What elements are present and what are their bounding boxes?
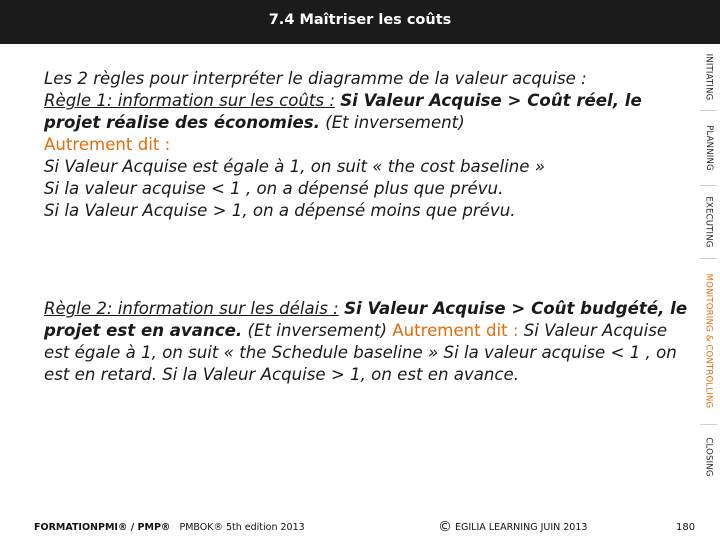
rule1-block xyxy=(44,68,689,222)
rule1-note: (Et inversement) xyxy=(325,113,465,132)
rule2-line: Si la Valeur Acquise > 1, on est en avance. xyxy=(162,365,520,384)
process-group-sidebar xyxy=(697,44,720,540)
rule1-paragraph xyxy=(44,90,689,134)
rule2-note: (Et inversement) xyxy=(247,321,387,340)
footer-program: FORMATIONPMI® / PMP® xyxy=(34,522,171,533)
slide-title-bar xyxy=(0,0,720,44)
phase-closing xyxy=(697,425,720,489)
phase-monitoring-controlling xyxy=(697,259,720,423)
phase-planning xyxy=(697,111,720,184)
rule1-line: Si la Valeur Acquise > 1, on a dépensé moins que prévu. xyxy=(44,201,516,220)
rule2-line: Si Valeur Acquise est égale à 1, on suit « the Schedule baseline » xyxy=(44,321,668,362)
footer-copyright-text: EGILIA LEARNING JUIN 2013 xyxy=(455,521,588,533)
intro-text: Les 2 règles pour interpréter le diagramme de la valeur acquise : xyxy=(44,69,587,88)
phase-executing xyxy=(697,186,720,257)
rule2-otherwise: Autrement dit : xyxy=(392,321,519,340)
rule1-statement: Si Valeur Acquise > Coût réel, le projet réalise des économies. xyxy=(44,91,642,132)
slide-title: 7.4 Maîtriser les coûts xyxy=(268,12,452,28)
rule2-statement: Si Valeur Acquise > Coût budgété, le projet est en avance. xyxy=(44,299,688,340)
footer-copyright xyxy=(438,520,587,534)
copyright-icon: © xyxy=(438,519,452,535)
footer-course-info xyxy=(34,522,305,533)
phase-label-initiating: INITIATING xyxy=(703,53,714,100)
phase-label-planning: PLANNING xyxy=(703,124,714,171)
phase-label-monitoring-controlling: MONITORING & CONTROLLING xyxy=(703,273,714,409)
phase-initiating xyxy=(697,44,720,109)
page-number: 180 xyxy=(676,522,696,533)
footer-edition: PMBOK® 5th edition 2013 xyxy=(179,522,305,533)
phase-label-closing: CLOSING xyxy=(703,437,714,477)
rule2-block xyxy=(44,298,689,386)
rule1-label: Règle 1: information sur les coûts : xyxy=(44,91,335,110)
rule2-label: Règle 2: information sur les délais : xyxy=(44,299,339,318)
phase-label-executing: EXECUTING xyxy=(703,195,714,248)
rule1-otherwise: Autrement dit : xyxy=(44,135,171,154)
rule1-line: Si Valeur Acquise est égale à 1, on suit « the cost baseline » xyxy=(44,157,546,176)
rule1-line: Si la valeur acquise < 1 , on a dépensé plus que prévu. xyxy=(44,179,504,198)
rule2-line: Si la valeur acquise < 1 , on est en retard. xyxy=(44,343,677,384)
